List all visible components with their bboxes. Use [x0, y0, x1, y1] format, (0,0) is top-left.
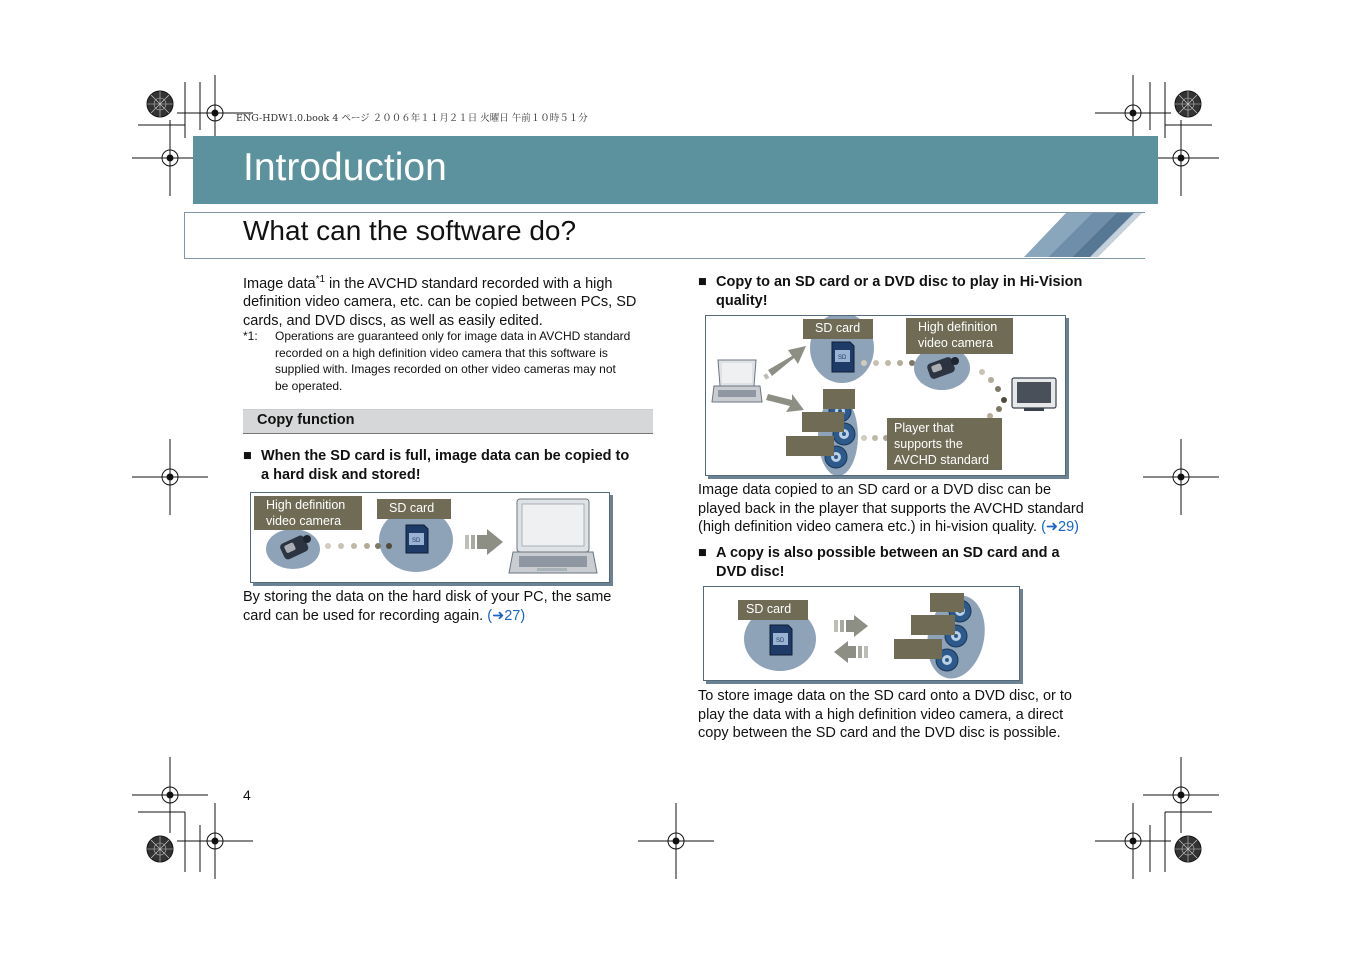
intro-paragraph: [243, 271, 663, 330]
section-title: What can the software do?: [243, 215, 577, 246]
tag-text: SD card: [389, 501, 435, 515]
after-figure-3-paragraph: [698, 687, 1128, 743]
intro-text: cards, and DVD discs, as well as easily edited.: [243, 312, 543, 329]
arrow-right-icon: [834, 615, 868, 637]
decorative-stripes: [1020, 211, 1150, 259]
page-number: 4: [243, 787, 251, 803]
figure-sd-dvd-copy: [703, 586, 1020, 681]
tag-text: SD card: [746, 602, 792, 616]
tag-text: Player that: [894, 421, 954, 435]
paragraph-text: play the data with a high definition video camera, a direct: [698, 706, 1064, 723]
laptop-icon: [712, 360, 762, 402]
tag-text: AVCHD standard: [894, 453, 989, 467]
footnote-line: be operated.: [275, 378, 343, 393]
paragraph-text: copy between the SD card and the DVD disc is possible.: [698, 725, 1061, 741]
tag-text: SD card: [815, 321, 861, 335]
tag-sd-card: [377, 499, 451, 519]
footnote-line: Operations are guaranteed only for image data in AVCHD standard: [275, 329, 631, 343]
tag-avchd-player: [887, 418, 1002, 470]
tag-video-camera: [254, 496, 362, 530]
tag-text: video camera: [918, 336, 994, 350]
bullet-text: quality!: [716, 292, 768, 309]
sd-card-icon: [406, 525, 428, 553]
bullet-hi-vision: [698, 273, 1118, 313]
footnote-mark: *1:: [243, 329, 258, 343]
bullet-text: DVD disc!: [716, 563, 785, 580]
svg-text:SD: SD: [776, 638, 785, 644]
tv-icon: [1012, 378, 1056, 411]
bullet-sd-dvd-copy: [698, 544, 1118, 584]
footnote-line: supplied with. Images recorded on other video cameras may not: [275, 362, 616, 376]
tag-text: High definition: [266, 498, 346, 512]
page-link-29[interactable]: (➜29): [1041, 519, 1080, 535]
bullet-text: A copy is also possible between an SD card and a: [716, 545, 1060, 561]
svg-text:SD: SD: [412, 538, 421, 544]
svg-text:SD: SD: [838, 355, 847, 361]
figure-hi-vision-playback: [705, 315, 1066, 476]
arrow-right-icon: [465, 529, 503, 555]
arrow-up-right-icon: [763, 346, 806, 380]
copy-function-bar: [243, 409, 653, 434]
paragraph-text: (high definition video camera etc.) in hi-vision quality.: [698, 519, 1042, 535]
bullet-text: Copy to an SD card or a DVD disc to play in Hi-Vision: [716, 274, 1083, 290]
tag-sd-card: [803, 319, 873, 339]
paragraph-text: Image data copied to an SD card or a DVD disc can be: [698, 482, 1052, 498]
tag-text: supports the: [894, 437, 963, 451]
bullet-text: a hard disk and stored!: [261, 466, 421, 483]
paragraph-text: played back in the player that supports the AVCHD standard: [698, 500, 1084, 517]
bullet-square: ■: [698, 274, 707, 290]
footnote-ref: *1: [315, 274, 326, 285]
footnote-line: recorded on a high definition video camera that this software is: [275, 345, 608, 360]
copy-function-label: Copy function: [257, 412, 355, 428]
intro-text: Image data: [243, 275, 316, 292]
bullet-square: ■: [698, 545, 707, 561]
intro-text: definition video camera, etc. can be copied between PCs, SD: [243, 294, 637, 311]
tag-sd-card: [738, 600, 808, 620]
chapter-title: Introduction: [243, 146, 447, 189]
print-header-meta: ENG-HDW1.0.book 4 ページ ２００６年１１月２１日 火曜日 午前１０時５１分: [236, 113, 588, 124]
arrow-left-icon: [834, 641, 868, 663]
intro-text: in the AVCHD standard recorded with a high: [325, 275, 613, 292]
dots-connector: [979, 369, 1007, 419]
bullet-square: ■: [243, 448, 252, 464]
paragraph-text: To store image data on the SD card onto a DVD disc, or to: [698, 688, 1072, 704]
after-figure-2-paragraph: [698, 481, 1128, 537]
paragraph-text: card can be used for recording again.: [243, 607, 488, 624]
dots-connector: [861, 435, 889, 441]
bullet-text: When the SD card is full, image data can be copied to: [261, 448, 630, 464]
paragraph-text: By storing the data on the hard disk of your PC, the same: [243, 589, 612, 605]
tag-text: High definition: [918, 320, 998, 334]
laptop-icon: [509, 499, 597, 573]
page-link-27[interactable]: (➜27): [487, 607, 526, 624]
sd-card-icon: [770, 625, 792, 655]
figure-camera-to-pc: [250, 492, 610, 583]
arrow-down-right-icon: [766, 394, 804, 412]
tag-text: video camera: [266, 514, 342, 528]
sd-card-icon: [832, 342, 854, 372]
after-figure-1-paragraph: [243, 588, 663, 625]
tag-video-camera: [906, 318, 1013, 354]
bullet-sd-full: [243, 447, 663, 487]
